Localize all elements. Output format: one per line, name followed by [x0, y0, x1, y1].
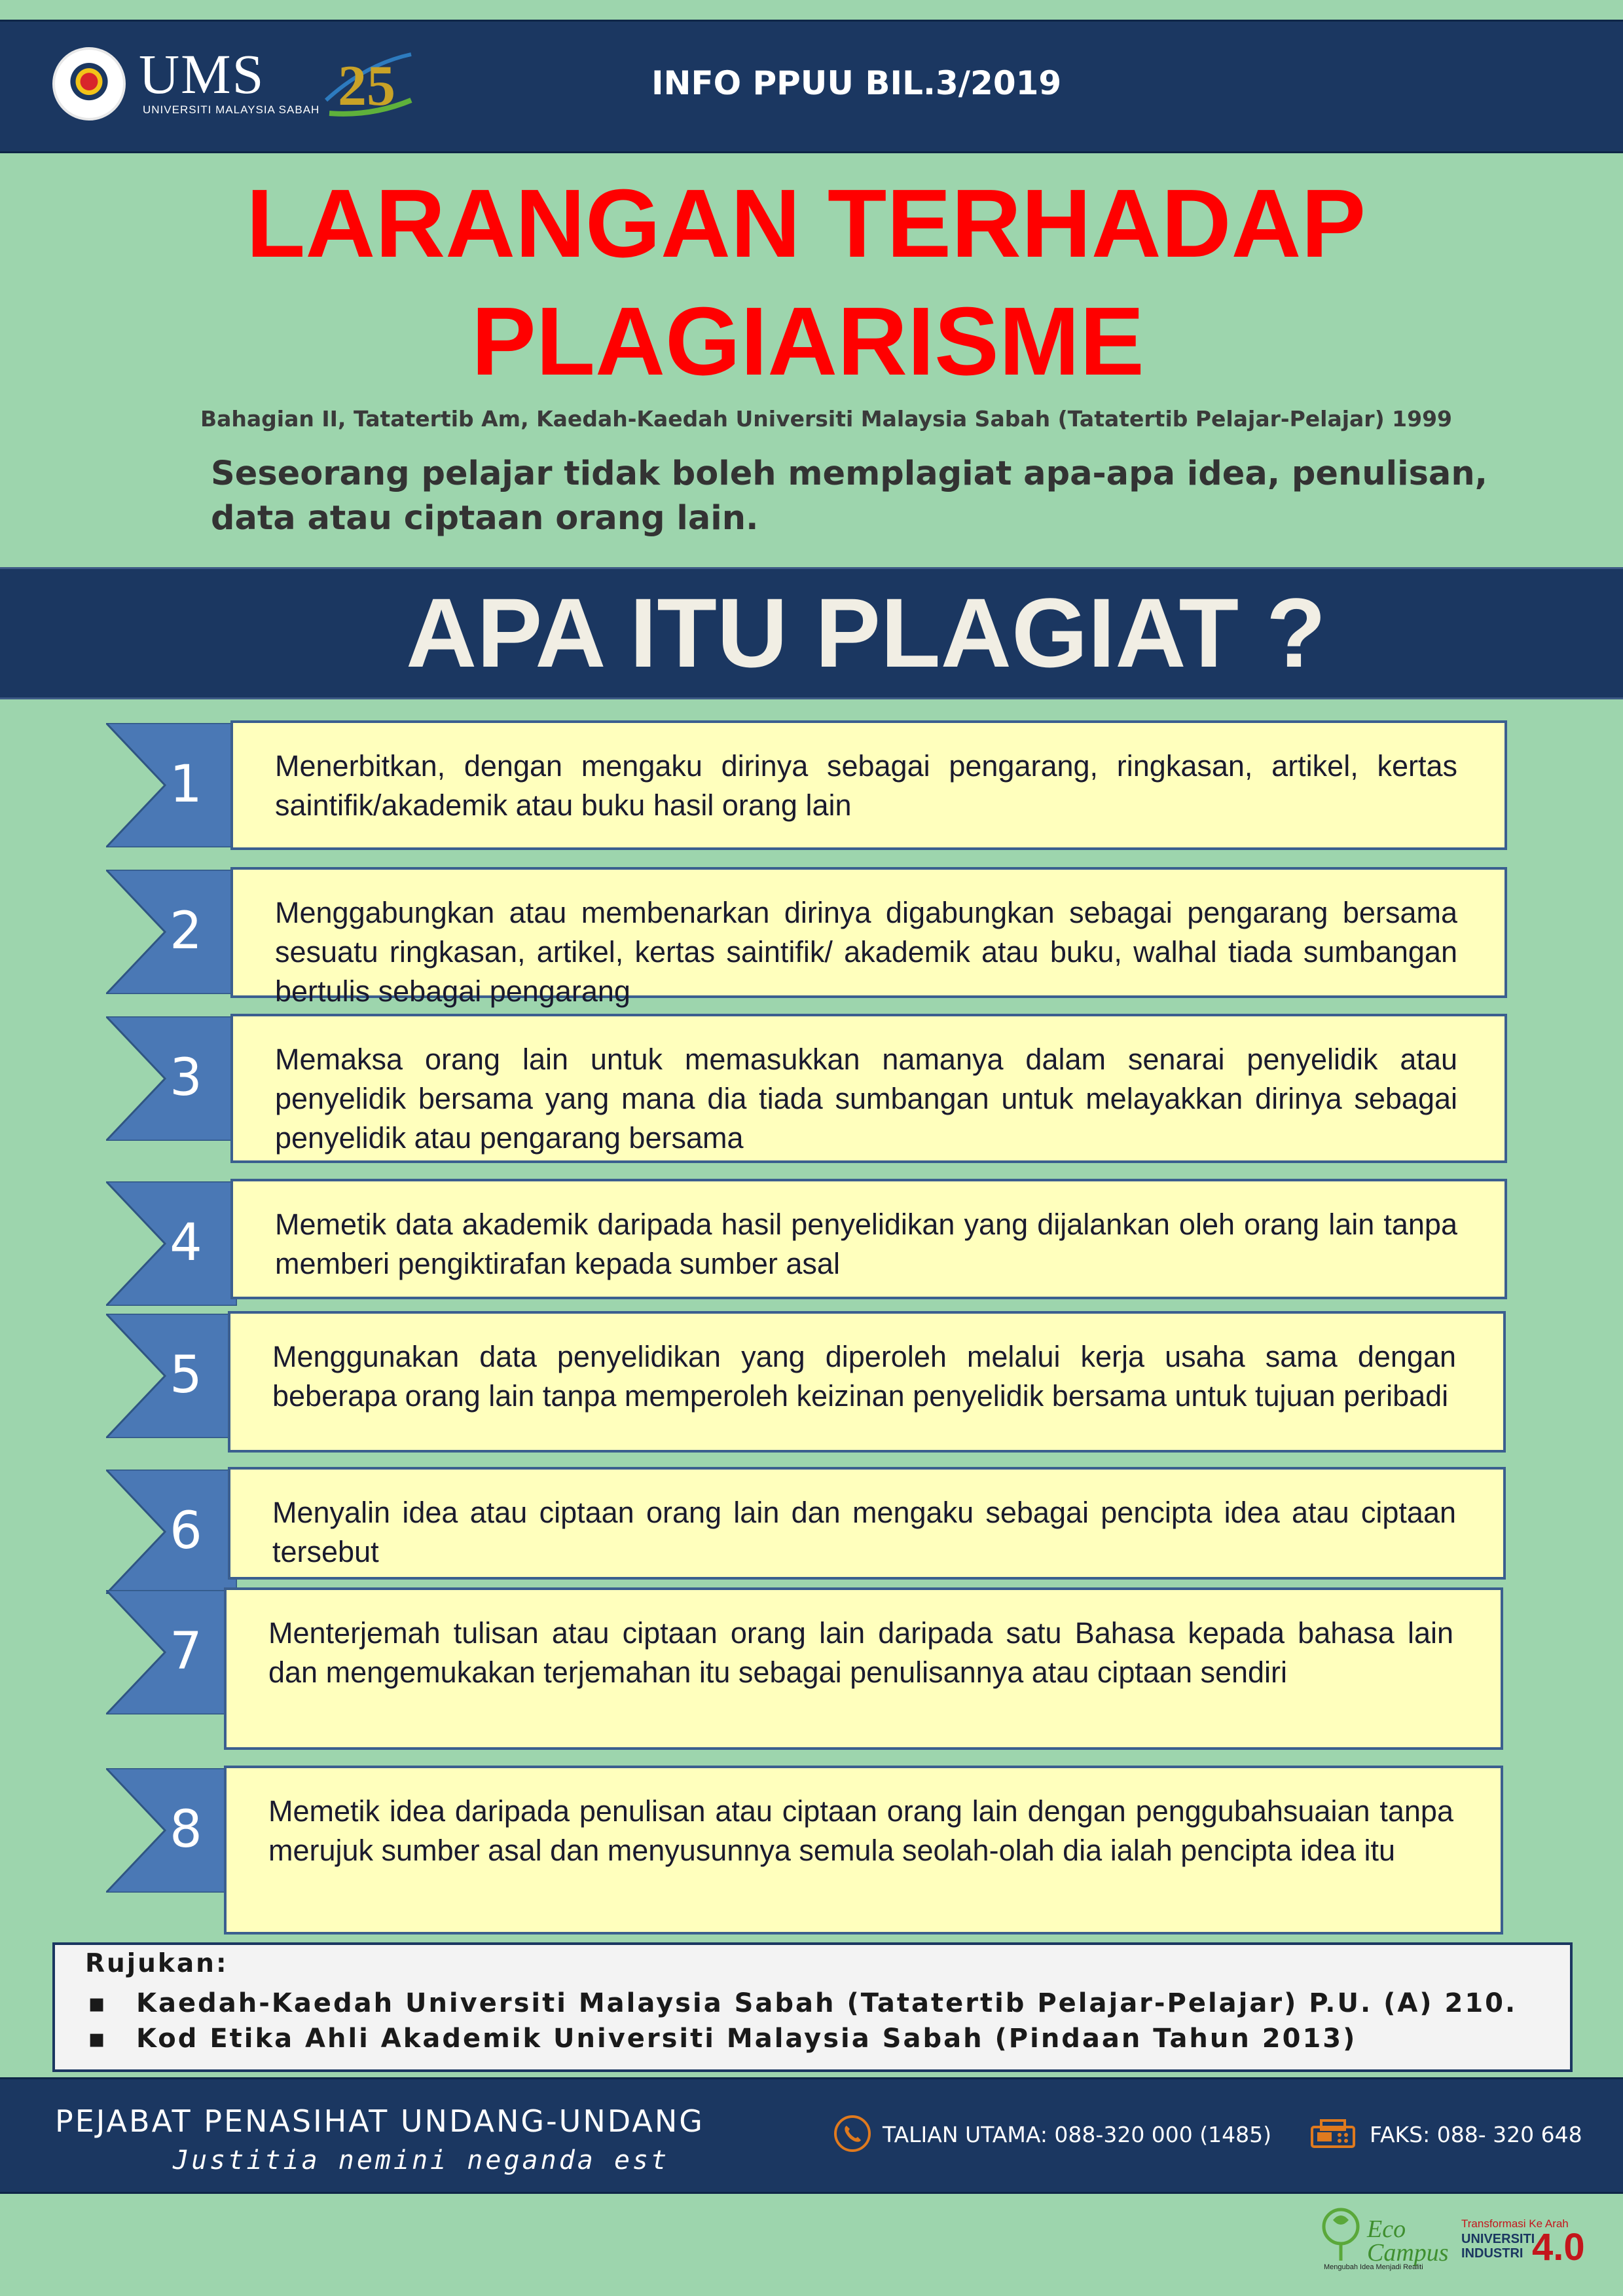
ums-logo-text: UMS	[139, 43, 265, 105]
item-text-box	[224, 1587, 1503, 1750]
item-text-box	[228, 1467, 1506, 1580]
item-text: Menggabungkan atau membenarkan dirinya digabungkan sebagai pengarang bersama sesuatu ringkasan, artikel, kertas saintifik/ akademik atau buku, walhal tiada sumbangan bertulis sebagai pengarang	[275, 896, 1457, 1008]
item-text: Menyalin idea atau ciptaan orang lain dan mengaku sebagai pencipta idea atau ciptaan tersebut	[272, 1496, 1456, 1568]
office-name: PEJABAT PENASIHAT UNDANG-UNDANG	[55, 2103, 704, 2139]
section-title: APA ITU PLAGIAT ?	[406, 578, 1326, 688]
item-number: 3	[170, 1048, 202, 1107]
main-title-line-1: LARANGAN TERHADAP	[246, 170, 1366, 278]
industry-logo-top: Transformasi Ke Arah	[1461, 2217, 1569, 2230]
item-text: Memaksa orang lain untuk memasukkan namanya dalam senarai penyelidik atau penyelidik bersama yang mana dia tiada sumbangan untuk melayakkan dirinya sebagai penyelidik atau pengarang bersama	[275, 1043, 1457, 1155]
item-text-box	[230, 720, 1507, 850]
prohibition-statement: Seseorang pelajar tidak boleh memplagiat apa-apa idea, penulisan, data atau ciptaan orang lain.	[211, 454, 1488, 538]
item-number: 2	[170, 902, 202, 961]
eco-campus-tagline: Mengubah Idea Menjadi Realiti	[1324, 2263, 1423, 2271]
reference-text: Kod Etika Ahli Akademik Universiti Malaysia Sabah (Pindaan Tahun 2013)	[136, 2024, 1357, 2054]
item-number: 4	[170, 1213, 202, 1272]
item-text: Memetik data akademik daripada hasil penyelidikan yang dijalankan oleh orang lain tanpa memberi pengiktirafan kepada sumber asal	[275, 1208, 1457, 1280]
reference-text: Kaedah-Kaedah Universiti Malaysia Sabah (Tatatertib Pelajar-Pelajar) P.U. (A) 210.	[136, 1988, 1518, 2018]
item-text: Menerbitkan, dengan mengaku dirinya sebagai pengarang, ringkasan, artikel, kertas saintifik/akademik atau buku hasil orang lain	[275, 749, 1457, 822]
item-text-box	[230, 1014, 1507, 1163]
item-number: 6	[170, 1502, 202, 1561]
item-number: 7	[170, 1622, 202, 1681]
industry-logo-words: UNIVERSITI INDUSTRI	[1461, 2232, 1535, 2261]
fax-number: FAKS: 088- 320 648	[1370, 2122, 1582, 2147]
item-text: Menterjemah tulisan atau ciptaan orang lain daripada satu Bahasa kepada bahasa lain dan mengemukakan terjemahan itu sebagai penulisannya atau ciptaan sendiri	[268, 1616, 1453, 1689]
phone-number: TALIAN UTAMA: 088-320 000 (1485)	[883, 2122, 1272, 2147]
item-number: 5	[170, 1346, 202, 1405]
phone-icon	[834, 2115, 871, 2152]
info-title: INFO PPUU BIL.3/2019	[651, 64, 1062, 102]
bullet-icon: ▪	[88, 2024, 108, 2054]
eco-campus-wordmark: Eco Campus	[1367, 2215, 1449, 2267]
reference-item	[88, 2024, 1357, 2054]
reference-item	[88, 1988, 1517, 2018]
anniversary-number: 25	[338, 54, 395, 118]
item-text-box	[230, 1179, 1507, 1299]
office-motto: Justitia nemini neganda est	[173, 2145, 670, 2176]
item-text-box	[230, 867, 1507, 1008]
industry-logo-number: 4.0	[1532, 2226, 1585, 2268]
item-number: 1	[170, 755, 202, 814]
item-text: Memetik idea daripada penulisan atau ciptaan orang lain dengan penggubahsuaian tanpa merujuk sumber asal dan menyusunnya semula seolah-olah dia ialah pencipta idea itu	[268, 1794, 1453, 1867]
ums-logo-subtitle: UNIVERSITI MALAYSIA SABAH	[143, 103, 320, 116]
university-seal-logo	[52, 47, 126, 120]
anniversary-25-logo	[313, 38, 418, 130]
item-text-box	[224, 1766, 1503, 1935]
regulation-reference: Bahagian II, Tatatertib Am, Kaedah-Kaedah Universiti Malaysia Sabah (Tatatertib Pelajar-Pelajar) 1999	[200, 406, 1452, 432]
bullet-icon: ▪	[88, 1988, 108, 2018]
main-title-line-2: PLAGIARISME	[471, 287, 1144, 396]
fax-icon	[1309, 2118, 1357, 2149]
references-title: Rujukan:	[85, 1949, 228, 1978]
item-text-box	[228, 1311, 1506, 1453]
item-number: 8	[170, 1800, 202, 1859]
item-text: Menggunakan data penyelidikan yang diperoleh melalui kerja usaha sama dengan beberapa orang lain tanpa memperoleh keizinan penyelidik bersama untuk tujuan peribadi	[272, 1340, 1456, 1413]
